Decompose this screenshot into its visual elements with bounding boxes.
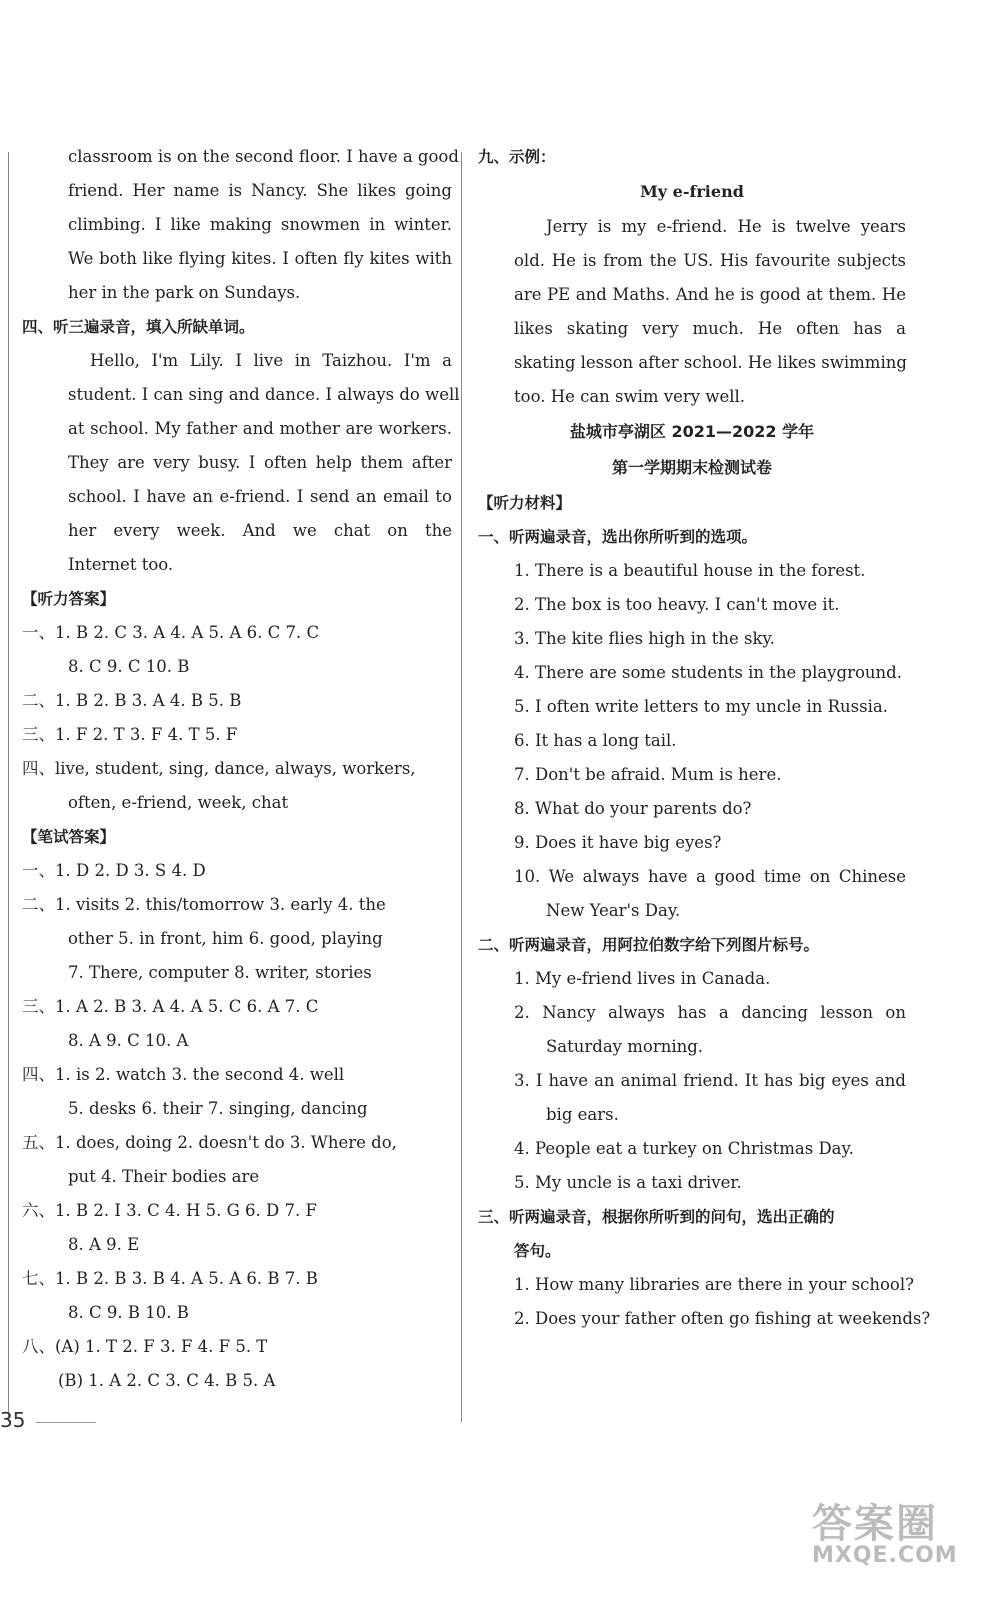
essay-line: likes skating very much. He often has a <box>514 319 906 338</box>
page-number: 35 <box>0 1408 26 1432</box>
part2-heading: 二、听两遍录音，用阿拉伯数字给下列图片标号。 <box>478 936 820 954</box>
passage-line: her in the park on Sundays. <box>68 283 301 302</box>
section4-heading: 四、听三遍录音，填入所缺单词。 <box>22 318 255 336</box>
script-item: New Year's Day. <box>546 901 681 920</box>
essay-line: skating lesson after school. He likes swimming <box>514 353 907 372</box>
answer-line: 8. A 9. C 10. A <box>68 1031 189 1050</box>
essay-line: too. He can swim very well. <box>514 387 746 406</box>
answer-line: other 5. in front, him 6. good, playing <box>68 929 383 948</box>
answer-line: 8. C 9. C 10. B <box>68 657 190 676</box>
section9-heading: 九、示例： <box>478 148 556 166</box>
cloze-line: school. I have an e-friend. I send an email to <box>68 487 452 506</box>
part3-heading-cont: 答句。 <box>514 1242 561 1260</box>
part3-heading: 三、听两遍录音，根据你所听到的问句，选出正确的 <box>478 1208 835 1226</box>
answer-line: 三、1. A 2. B 3. A 4. A 5. C 6. A 7. C <box>22 997 319 1016</box>
listening-material-heading: 【听力材料】 <box>478 494 572 512</box>
left-margin-rule <box>8 152 9 1422</box>
cloze-line: Hello, I'm Lily. I live in Taizhou. I'm a <box>90 351 452 370</box>
essay-line: Jerry is my e-friend. He is twelve years <box>546 217 906 236</box>
exam-subtitle: 第一学期期末检测试卷 <box>611 458 772 477</box>
script-item: 9. Does it have big eyes? <box>514 833 722 852</box>
script-item: 5. I often write letters to my uncle in Russia. <box>514 697 888 716</box>
passage-line: We both like flying kites. I often fly kites with <box>68 249 452 268</box>
answer-line: 三、1. F 2. T 3. F 4. T 5. F <box>22 725 238 744</box>
script-item: 2. Does your father often go fishing at weekends? <box>514 1309 931 1328</box>
column-divider <box>461 152 462 1422</box>
answer-line: (B) 1. A 2. C 3. C 4. B 5. A <box>58 1371 276 1390</box>
answer-line: 八、(A) 1. T 2. F 3. F 4. F 5. T <box>22 1337 268 1356</box>
script-item: 3. The kite flies high in the sky. <box>514 629 775 648</box>
script-item: 7. Don't be afraid. Mum is here. <box>514 765 782 784</box>
answer-line: 二、1. B 2. B 3. A 4. B 5. B <box>22 691 242 710</box>
script-item: 2. Nancy always has a dancing lesson on <box>514 1003 906 1022</box>
script-item: 1. There is a beautiful house in the forest. <box>514 561 866 580</box>
script-item: 5. My uncle is a taxi driver. <box>514 1173 742 1192</box>
answer-line: 8. C 9. B 10. B <box>68 1303 189 1322</box>
answer-line: 五、1. does, doing 2. doesn't do 3. Where do, <box>22 1133 397 1152</box>
answer-line: 七、1. B 2. B 3. B 4. A 5. A 6. B 7. B <box>22 1269 318 1288</box>
passage-line: climbing. I like making snowmen in winter. <box>68 215 452 234</box>
cloze-line: her every week. And we chat on the <box>68 521 452 540</box>
essay-line: old. He is from the US. His favourite subjects <box>514 251 906 270</box>
script-item: 1. How many libraries are there in your school? <box>514 1275 914 1294</box>
script-item: 1. My e-friend lives in Canada. <box>514 969 771 988</box>
answer-line: often, e-friend, week, chat <box>68 793 289 812</box>
right-column <box>478 140 931 1336</box>
answer-line: 7. There, computer 8. writer, stories <box>68 963 372 982</box>
watermark-url: MXQE.COM <box>812 1543 958 1568</box>
part1-heading: 一、听两遍录音，选出你所听到的选项。 <box>478 528 758 546</box>
answer-line: 四、live, student, sing, dance, always, workers, <box>22 759 416 778</box>
answer-line: 8. A 9. E <box>68 1235 140 1254</box>
answer-line: 四、1. is 2. watch 3. the second 4. well <box>22 1065 345 1084</box>
exam-title: 盐城市亭湖区 2021—2022 学年 <box>569 422 815 441</box>
cloze-line: They are very busy. I often help them after <box>68 453 452 472</box>
script-item: 4. There are some students in the playground. <box>514 663 902 682</box>
answer-line: put 4. Their bodies are <box>68 1167 260 1186</box>
script-item: 6. It has a long tail. <box>514 731 677 750</box>
script-item: Saturday morning. <box>546 1037 704 1056</box>
watermark-text: 答案圈 <box>812 1501 938 1547</box>
answer-line: 一、1. D 2. D 3. S 4. D <box>22 861 206 880</box>
script-item: 10. We always have a good time on Chinese <box>514 867 906 886</box>
script-item: 2. The box is too heavy. I can't move it. <box>514 595 840 614</box>
footer-rule <box>36 1422 96 1423</box>
written-answers-heading: 【笔试答案】 <box>22 828 116 846</box>
script-item: big ears. <box>546 1105 619 1124</box>
answer-line: 一、1. B 2. C 3. A 4. A 5. A 6. C 7. C <box>22 623 320 642</box>
answer-line: 六、1. B 2. I 3. C 4. H 5. G 6. D 7. F <box>22 1201 317 1220</box>
answer-line: 二、1. visits 2. this/tomorrow 3. early 4. the <box>22 895 386 914</box>
answer-line: 5. desks 6. their 7. singing, dancing <box>68 1099 368 1118</box>
cloze-line: at school. My father and mother are workers. <box>68 419 452 438</box>
cloze-line: Internet too. <box>68 555 174 574</box>
script-item: 4. People eat a turkey on Christmas Day. <box>514 1139 854 1158</box>
listening-answers-heading: 【听力答案】 <box>22 590 116 608</box>
script-item: 3. I have an animal friend. It has big eyes and <box>514 1071 906 1090</box>
essay-line: are PE and Maths. And he is good at them. He <box>514 285 906 304</box>
left-column <box>22 140 460 1398</box>
script-item: 8. What do your parents do? <box>514 799 752 818</box>
essay-title: My e-friend <box>640 182 744 201</box>
cloze-line: student. I can sing and dance. I always do well <box>68 385 460 404</box>
passage-line: classroom is on the second floor. I have a good <box>68 147 459 166</box>
passage-line: friend. Her name is Nancy. She likes going <box>68 181 452 200</box>
watermark-logo <box>812 1492 958 1568</box>
